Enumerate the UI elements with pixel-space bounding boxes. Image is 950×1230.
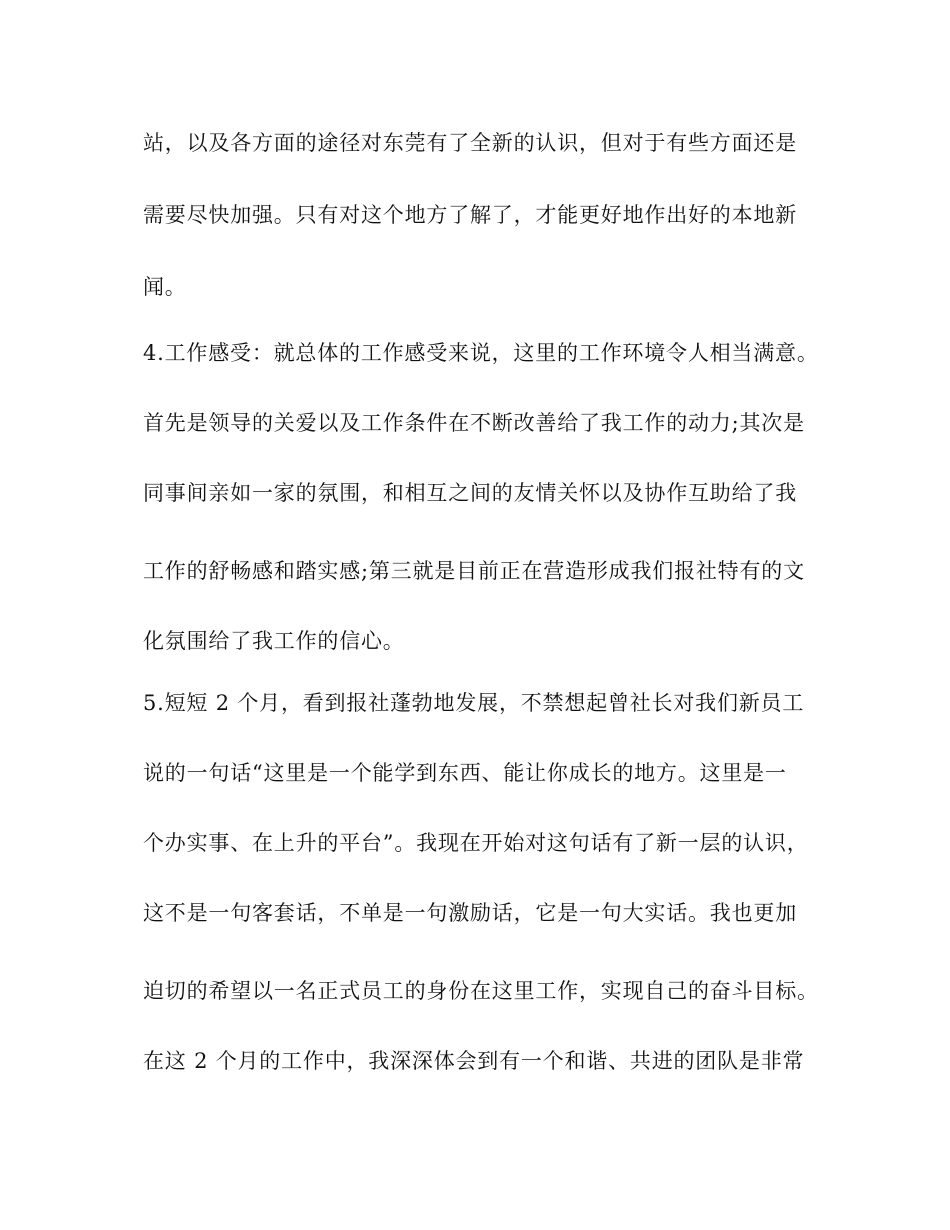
paragraph-line: 工作的舒畅感和踏实感;第三就是目前正在营造形成我们报社特有的文 — [143, 559, 805, 583]
paragraph-line: 迫切的希望以一名正式员工的身份在这里工作，实现自己的奋斗目标。 — [143, 979, 819, 1003]
paragraph-line: 这不是一句客套话，不单是一句激励话，它是一句大实话。我也更加 — [143, 901, 797, 925]
paragraph-line: 首先是领导的关爱以及工作条件在不断改善给了我工作的动力;其次是 — [143, 411, 805, 435]
paragraph-line: 说的一句话“这里是一个能学到东西、能让你成长的地方。这里是一 — [143, 761, 787, 785]
paragraph-line: 闻。 — [143, 275, 187, 299]
paragraph-line: 需要尽快加强。只有对这个地方了解了，才能更好地作出好的本地新 — [143, 203, 797, 227]
paragraph-line: 个办实事、在上升的平台”。我现在开始对这句话有了新一层的认识， — [143, 831, 809, 855]
paragraph-line: 化氛围给了我工作的信心。 — [143, 629, 405, 653]
paragraph-line-item-5: 5.短短 2 个月，看到报社蓬勃地发展，不禁想起曾社长对我们新员工 — [143, 691, 805, 715]
paragraph-line-item-4: 4.工作感受：就总体的工作感受来说，这里的工作环境令人相当满意。 — [143, 341, 819, 365]
paragraph-line: 站，以及各方面的途径对东莞有了全新的认识，但对于有些方面还是 — [143, 131, 797, 155]
paragraph-line: 同事间亲如一家的氛围，和相互之间的友情关怀以及协作互助给了我 — [143, 481, 797, 505]
paragraph-line: 在这 2 个月的工作中，我深深体会到有一个和谐、共进的团队是非常 — [143, 1049, 805, 1073]
